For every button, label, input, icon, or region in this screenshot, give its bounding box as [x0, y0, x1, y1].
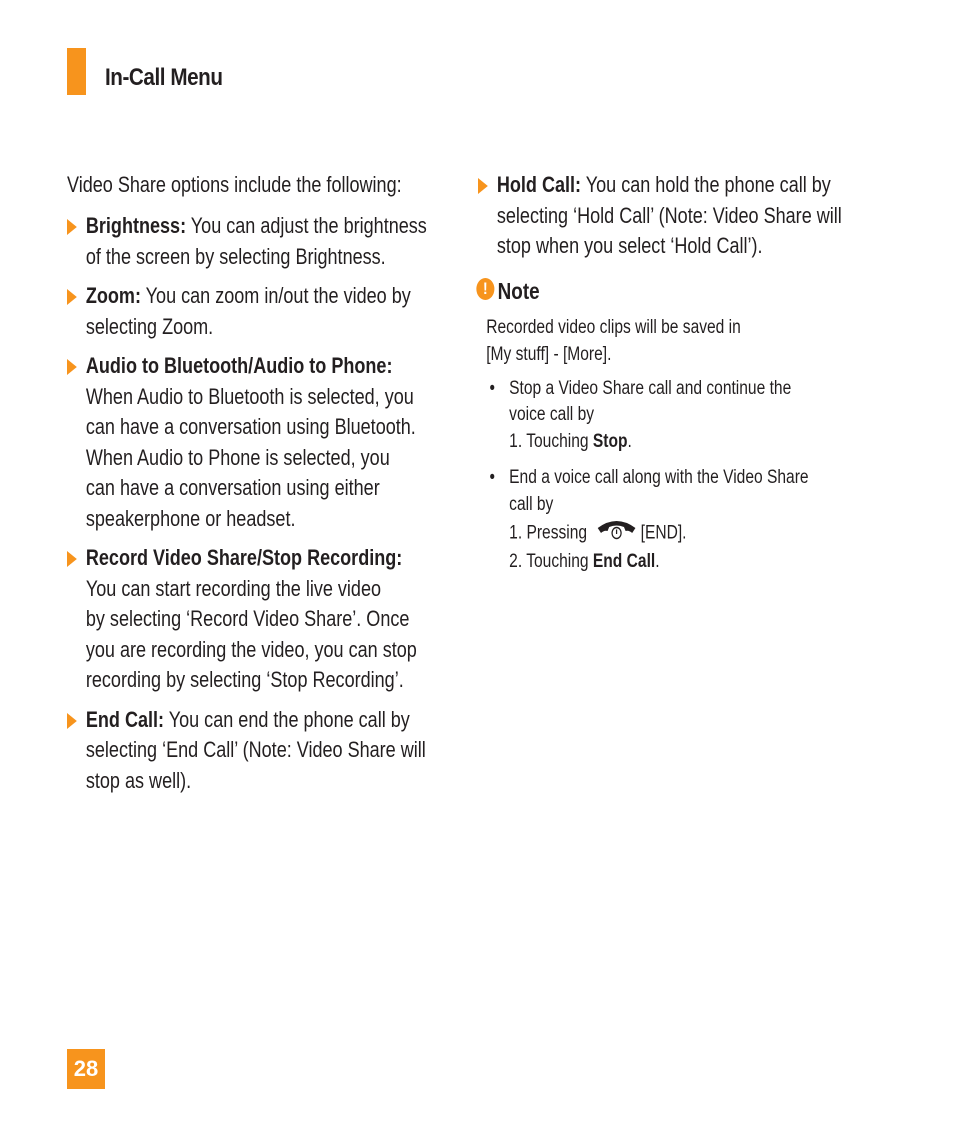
- note-bullet-end-call: [486, 465, 830, 575]
- note-text-line: [My stuff] - [More].: [486, 343, 612, 365]
- option-record-video-share: [67, 543, 420, 696]
- option-text: stop when you select ‘Hold Call’).: [496, 233, 763, 258]
- option-end-call: [67, 705, 426, 797]
- exclamation-icon: !: [476, 278, 494, 300]
- bullet-dot: •: [489, 377, 495, 399]
- option-text: by selecting ‘Record Video Share’. Once: [85, 606, 410, 631]
- bullet-text: call by: [509, 493, 554, 515]
- triangle-bullet-icon: [67, 551, 77, 567]
- option-text: can have a conversation using Bluetooth.: [85, 414, 416, 439]
- option-zoom: [67, 281, 420, 342]
- note-bullet-stop: [486, 376, 830, 456]
- step-text: 1. Touching: [509, 430, 593, 452]
- option-label: Brightness:: [85, 213, 187, 238]
- option-text: stop as well).: [85, 767, 192, 793]
- page-number: 28: [67, 1049, 105, 1089]
- option-hold-call: [478, 170, 842, 262]
- option-text: you are recording the video, you can stop: [85, 636, 417, 662]
- left-column: [67, 170, 497, 805]
- intro-text: Video Share options include the following:: [67, 172, 402, 197]
- option-text: When Audio to Phone is selected, you: [85, 444, 390, 470]
- bullet-dot: •: [489, 467, 495, 488]
- bullet-text: voice call by: [509, 404, 595, 425]
- step-suffix: [END].: [640, 522, 687, 544]
- step-bold: End Call: [592, 550, 656, 572]
- option-text: You can adjust the brightness: [190, 213, 427, 238]
- triangle-bullet-icon: [478, 178, 488, 194]
- step-suffix: .: [627, 430, 632, 452]
- step-bold: Stop: [592, 430, 628, 452]
- option-text: selecting Zoom.: [85, 313, 214, 339]
- option-label: Hold Call:: [496, 172, 582, 197]
- header-accent-bar: [67, 48, 86, 95]
- option-text: You can start recording the live video: [85, 575, 382, 601]
- option-text: You can zoom in/out the video by: [145, 283, 411, 308]
- option-text: speakerphone or headset.: [85, 505, 296, 531]
- triangle-bullet-icon: [67, 289, 77, 305]
- right-column: [478, 170, 908, 585]
- option-text: When Audio to Bluetooth is selected, you: [85, 383, 414, 409]
- option-label: Zoom:: [85, 283, 141, 308]
- option-text: You can end the phone call by: [168, 706, 410, 732]
- end-call-key-icon: [596, 518, 637, 549]
- option-brightness: [67, 211, 427, 272]
- triangle-bullet-icon: [67, 713, 77, 729]
- option-audio-routing: [67, 351, 420, 534]
- step-suffix: .: [655, 550, 660, 572]
- step-text: 1. Pressing: [509, 522, 588, 544]
- option-text: recording by selecting ‘Stop Recording’.: [85, 667, 404, 692]
- option-label: End Call:: [85, 706, 165, 732]
- note-heading: [478, 276, 831, 306]
- option-text: can have a conversation using either: [85, 475, 380, 500]
- note-text: [486, 314, 830, 368]
- option-label: Record Video Share/Stop Recording:: [85, 545, 403, 570]
- triangle-bullet-icon: [67, 359, 77, 375]
- bullet-text: End a voice call along with the Video Share: [509, 467, 809, 488]
- option-label: Audio to Bluetooth/Audio to Phone:: [85, 353, 393, 378]
- option-text: You can hold the phone call by: [585, 172, 831, 197]
- step-text: 2. Touching: [509, 550, 593, 572]
- option-text: selecting ‘End Call’ (Note: Video Share will: [85, 737, 426, 762]
- option-text: selecting ‘Hold Call’ (Note: Video Share will: [496, 202, 842, 228]
- option-text: of the screen by selecting Brightness.: [85, 243, 386, 269]
- page-title: In-Call Menu: [105, 64, 223, 91]
- bullet-text: Stop a Video Share call and continue the: [509, 377, 792, 399]
- note-title: Note: [497, 277, 540, 304]
- note-text-line: Recorded video clips will be saved in: [486, 316, 741, 338]
- triangle-bullet-icon: [67, 219, 77, 235]
